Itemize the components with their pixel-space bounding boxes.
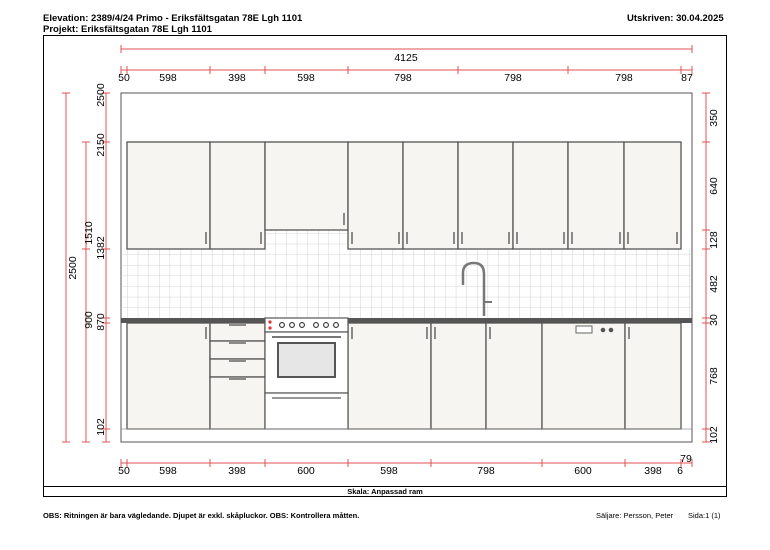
upper-cabinet-door <box>624 142 681 249</box>
upper-cabinet-door <box>403 142 458 249</box>
dim-label: 1382 <box>95 236 107 260</box>
right-dimension-labels <box>708 109 720 444</box>
dim-label: 798 <box>504 72 522 84</box>
upper-cabinet-door <box>568 142 624 249</box>
dim-label: 398 <box>228 465 246 477</box>
sink-cabinet-door <box>486 323 542 429</box>
dim-label: 2500 <box>67 256 79 280</box>
dim-label: 600 <box>297 465 315 477</box>
dim-label: 398 <box>228 72 246 84</box>
upper-cabinet-door <box>513 142 568 249</box>
footer-seller: Säljare: Persson, Peter <box>596 511 674 520</box>
hood-cabinet-door <box>265 142 348 230</box>
dim-label: 600 <box>574 465 592 477</box>
bottom-dimension-labels <box>118 453 692 477</box>
dim-label: 640 <box>708 177 720 195</box>
dim-label: 6 <box>677 465 683 477</box>
dim-label: 2500 <box>95 83 107 107</box>
dim-label: 598 <box>380 465 398 477</box>
footer-page: Sida:1 (1) <box>688 511 721 520</box>
tile-backsplash <box>121 249 692 318</box>
base-cabinets <box>127 323 681 429</box>
dim-label: 798 <box>477 465 495 477</box>
dim-label: 350 <box>708 109 720 127</box>
dim-label: 1510 <box>83 221 95 245</box>
drawer-front <box>210 377 265 429</box>
dim-label: 398 <box>644 465 662 477</box>
dim-label: 102 <box>708 426 720 444</box>
upper-cabinet-door <box>348 142 403 249</box>
dim-label: 102 <box>95 418 107 436</box>
base-cabinet-door <box>348 323 431 429</box>
dim-label: 30 <box>708 314 720 326</box>
dim-label: 50 <box>118 72 130 84</box>
countertop <box>121 318 692 323</box>
sink-cabinet-door <box>431 323 486 429</box>
upper-cabinet-door <box>127 142 210 249</box>
dim-label: 798 <box>394 72 412 84</box>
upper-cabinet-door <box>210 142 265 249</box>
base-cabinet-door <box>127 323 210 429</box>
top-dimension-labels <box>118 72 693 84</box>
dim-label: 128 <box>708 231 720 249</box>
dim-label: 482 <box>708 275 720 293</box>
dim-label: 50 <box>118 465 130 477</box>
dim-label: 2150 <box>95 133 107 157</box>
dim-label: 870 <box>95 313 107 331</box>
dim-label: 598 <box>159 72 177 84</box>
oven <box>265 318 348 429</box>
dim-label: 798 <box>615 72 633 84</box>
elevation-title: Elevation: 2389/4/24 Primo - Eriksfältsgatan 78E Lgh 1101 <box>43 13 303 24</box>
footer-note: OBS: Ritningen är bara vägledande. Djupet är exkl. skåpluckor. OBS: Kontrollera måtten. <box>43 511 360 520</box>
dim-label: 87 <box>681 72 693 84</box>
upper-cabinet-door <box>458 142 513 249</box>
left-dimension-labels <box>67 83 107 436</box>
upper-cabinets <box>127 142 681 249</box>
tile-above-hood <box>265 230 348 249</box>
dim-label: 598 <box>297 72 315 84</box>
project-title: Projekt: Eriksfältsgatan 78E Lgh 1101 <box>43 24 212 35</box>
dim-label: 768 <box>708 367 720 385</box>
total-width-label: 4125 <box>394 52 418 64</box>
dim-label: 598 <box>159 465 177 477</box>
dim-label: 79 <box>680 453 692 465</box>
oven-indicator-light <box>268 320 271 323</box>
printed-date: Utskriven: 30.04.2025 <box>627 13 724 24</box>
dim-label: 900 <box>83 311 95 329</box>
oven-indicator-light <box>268 326 271 329</box>
dishwasher-front <box>542 323 625 429</box>
base-cabinet-door <box>625 323 681 429</box>
scale-label: Skala: Anpassad ram <box>43 486 727 497</box>
